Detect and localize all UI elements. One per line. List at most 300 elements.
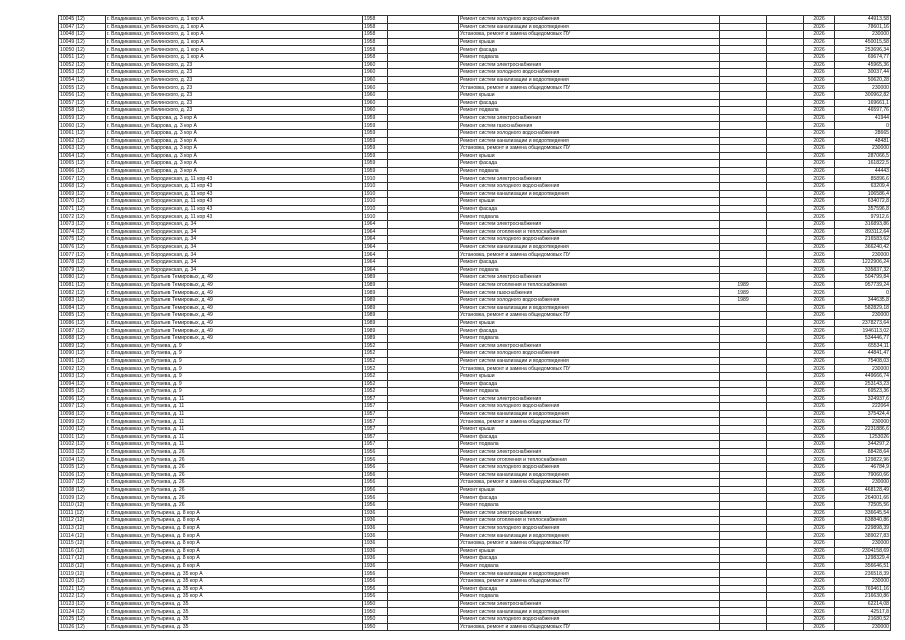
- row-year: 1989: [363, 289, 388, 297]
- row-extra-year: [720, 114, 767, 122]
- row-plan-year: 2026: [804, 524, 835, 532]
- row-cost: 72505,56: [835, 502, 891, 510]
- empty-cell: [767, 99, 804, 107]
- row-plan-year: 2026: [804, 464, 835, 472]
- row-address: г. Владикавказ, ул Бородинская, д. 11 кор 43: [106, 175, 363, 183]
- row-plan-year: 2026: [804, 502, 835, 510]
- table-row: [59, 61, 891, 69]
- row-address: г. Владикавказ, ул Белинского, д. 23: [106, 99, 363, 107]
- row-address: г. Владикавказ, ул Бородинская, д. 34: [106, 251, 363, 259]
- empty-cell: [767, 243, 804, 251]
- row-year: 1989: [363, 274, 388, 282]
- row-year: 1950: [363, 615, 388, 623]
- row-address: г. Владикавказ, ул Бородинская, д. 34: [106, 228, 363, 236]
- row-id: 10094 (12): [59, 380, 106, 388]
- row-address: г. Владикавказ, ул Бутаева, д. 26: [106, 479, 363, 487]
- table-row: [59, 577, 891, 585]
- row-year: 1960: [363, 84, 388, 92]
- row-cost: 344635,8: [835, 296, 891, 304]
- row-address: г. Владикавказ, ул Белинского, д. 23: [106, 69, 363, 77]
- row-id: 10093 (12): [59, 372, 106, 380]
- row-year: 1910: [363, 190, 388, 198]
- empty-cell: [767, 259, 804, 267]
- row-plan-year: 2026: [804, 175, 835, 183]
- row-id: 10121 (12): [59, 585, 106, 593]
- row-work-type: Ремонт крыши: [459, 198, 720, 206]
- row-work-type: Ремонт систем канализации и водоотведения: [459, 23, 720, 31]
- row-plan-year: 2026: [804, 205, 835, 213]
- empty-cell: [767, 228, 804, 236]
- row-extra-year: 1989: [720, 281, 767, 289]
- empty-cell: [767, 16, 804, 24]
- row-year: 1950: [363, 623, 388, 631]
- row-cost: 389027,83: [835, 532, 891, 540]
- empty-cell: [388, 145, 459, 153]
- empty-cell: [388, 91, 459, 99]
- row-extra-year: [720, 46, 767, 54]
- empty-cell: [388, 69, 459, 77]
- row-work-type: Ремонт систем канализации и водоотведения: [459, 190, 720, 198]
- row-id: 10055 (12): [59, 84, 106, 92]
- table-row: [59, 38, 891, 46]
- row-cost: 769461,16: [835, 585, 891, 593]
- empty-cell: [388, 623, 459, 631]
- table-row: [59, 555, 891, 563]
- row-cost: 634072,8: [835, 198, 891, 206]
- row-cost: 316893,86: [835, 221, 891, 229]
- empty-cell: [388, 114, 459, 122]
- empty-cell: [767, 38, 804, 46]
- empty-cell: [388, 190, 459, 198]
- row-address: г. Владикавказ, ул Бутырина, д. 8 кор А: [106, 547, 363, 555]
- row-extra-year: [720, 471, 767, 479]
- empty-cell: [767, 236, 804, 244]
- row-extra-year: [720, 380, 767, 388]
- row-address: г. Владикавказ, ул Братьев Темировых, д. 49: [106, 319, 363, 327]
- row-work-type: Ремонт систем газоснабжения: [459, 122, 720, 130]
- table-row: [59, 600, 891, 608]
- empty-cell: [388, 555, 459, 563]
- row-year: 1964: [363, 236, 388, 244]
- row-work-type: Ремонт систем холодного водоснабжения: [459, 524, 720, 532]
- table-row: [59, 365, 891, 373]
- empty-cell: [388, 46, 459, 54]
- row-work-type: Ремонт фасада: [459, 327, 720, 335]
- row-cost: 253143,23: [835, 380, 891, 388]
- empty-cell: [388, 615, 459, 623]
- row-id: 10071 (12): [59, 205, 106, 213]
- row-plan-year: 2026: [804, 380, 835, 388]
- empty-cell: [767, 327, 804, 335]
- row-extra-year: [720, 334, 767, 342]
- row-work-type: Установка, ремонт и замена общедомовых ПУ: [459, 365, 720, 373]
- row-id: 10072 (12): [59, 213, 106, 221]
- table-row: [59, 167, 891, 175]
- empty-cell: [388, 152, 459, 160]
- row-address: г. Владикавказ, ул Баррова, д. 3 кор А: [106, 145, 363, 153]
- row-cost: 230000: [835, 84, 891, 92]
- row-extra-year: [720, 350, 767, 358]
- empty-cell: [767, 274, 804, 282]
- empty-cell: [388, 259, 459, 267]
- row-cost: 230000: [835, 623, 891, 631]
- row-id: 10070 (12): [59, 198, 106, 206]
- table-row: [59, 509, 891, 517]
- table-row: [59, 236, 891, 244]
- table-row: [59, 46, 891, 54]
- empty-cell: [767, 403, 804, 411]
- table-row: [59, 31, 891, 39]
- table-row: [59, 615, 891, 623]
- row-cost: 230000: [835, 577, 891, 585]
- row-id: 10078 (12): [59, 259, 106, 267]
- row-id: 10106 (12): [59, 471, 106, 479]
- empty-cell: [767, 585, 804, 593]
- table-row: [59, 251, 891, 259]
- row-plan-year: 2026: [804, 562, 835, 570]
- row-year: 1957: [363, 403, 388, 411]
- table-row: [59, 388, 891, 396]
- row-address: г. Владикавказ, ул Бутаева, д. 11: [106, 403, 363, 411]
- row-work-type: Ремонт систем электроснабжения: [459, 274, 720, 282]
- row-plan-year: 2026: [804, 334, 835, 342]
- row-year: 1957: [363, 441, 388, 449]
- row-extra-year: [720, 532, 767, 540]
- row-work-type: Ремонт систем холодного водоснабжения: [459, 296, 720, 304]
- empty-cell: [767, 441, 804, 449]
- row-address: г. Владикавказ, ул Бутырина, д. 8 кор А: [106, 555, 363, 563]
- row-extra-year: [720, 312, 767, 320]
- row-work-type: Ремонт систем отопления и теплоснабжения: [459, 456, 720, 464]
- row-id: 10119 (12): [59, 570, 106, 578]
- table-row: [59, 160, 891, 168]
- empty-cell: [388, 608, 459, 616]
- row-plan-year: 2026: [804, 517, 835, 525]
- row-address: г. Владикавказ, ул Баррова, д. 3 кор А: [106, 114, 363, 122]
- table-row: [59, 69, 891, 77]
- row-year: 1956: [363, 585, 388, 593]
- row-plan-year: 2026: [804, 600, 835, 608]
- row-year: 1960: [363, 99, 388, 107]
- table-row: [59, 524, 891, 532]
- row-cost: 69674,77: [835, 53, 891, 61]
- row-plan-year: 2026: [804, 99, 835, 107]
- empty-cell: [767, 570, 804, 578]
- row-plan-year: 2026: [804, 266, 835, 274]
- empty-cell: [767, 312, 804, 320]
- row-address: г. Владикавказ, ул Братьев Темировых, д. 49: [106, 274, 363, 282]
- row-year: 1910: [363, 175, 388, 183]
- row-year: 1959: [363, 129, 388, 137]
- row-work-type: Установка, ремонт и замена общедомовых ПУ: [459, 251, 720, 259]
- row-year: 1910: [363, 213, 388, 221]
- row-id: 10066 (12): [59, 167, 106, 175]
- table-row: [59, 410, 891, 418]
- row-extra-year: [720, 539, 767, 547]
- row-work-type: Установка, ремонт и замена общедомовых ПУ: [459, 577, 720, 585]
- row-plan-year: 2026: [804, 342, 835, 350]
- row-year: 1956: [363, 593, 388, 601]
- row-address: г. Владикавказ, ул Бутаева, д. 9: [106, 350, 363, 358]
- empty-cell: [388, 129, 459, 137]
- row-address: г. Владикавказ, ул Бутаева, д. 11: [106, 433, 363, 441]
- row-extra-year: [720, 509, 767, 517]
- row-work-type: Ремонт систем электроснабжения: [459, 395, 720, 403]
- row-id: 10056 (12): [59, 91, 106, 99]
- row-plan-year: 2026: [804, 69, 835, 77]
- row-address: г. Владикавказ, ул Бутаева, д. 9: [106, 380, 363, 388]
- empty-cell: [767, 76, 804, 84]
- row-address: г. Владикавказ, ул Бутаева, д. 9: [106, 365, 363, 373]
- table-row: [59, 380, 891, 388]
- row-id: 10120 (12): [59, 577, 106, 585]
- row-address: г. Владикавказ, ул Белинского, д. 23: [106, 107, 363, 115]
- row-plan-year: 2026: [804, 479, 835, 487]
- empty-cell: [388, 31, 459, 39]
- row-plan-year: 2026: [804, 91, 835, 99]
- row-plan-year: 2026: [804, 327, 835, 335]
- table-row: [59, 479, 891, 487]
- row-id: 10082 (12): [59, 289, 106, 297]
- row-address: г. Владикавказ, ул Братьев Темировых, д. 49: [106, 312, 363, 320]
- row-cost: 44841,47: [835, 350, 891, 358]
- empty-cell: [388, 577, 459, 585]
- row-id: 10114 (12): [59, 532, 106, 540]
- row-extra-year: [720, 327, 767, 335]
- row-plan-year: 2026: [804, 107, 835, 115]
- row-extra-year: [720, 479, 767, 487]
- table-row: [59, 76, 891, 84]
- row-work-type: Ремонт подвала: [459, 107, 720, 115]
- row-cost: 1946113,02: [835, 327, 891, 335]
- table-row: [59, 350, 891, 358]
- empty-cell: [767, 593, 804, 601]
- row-year: 1950: [363, 608, 388, 616]
- row-address: г. Владикавказ, ул Бутырина, д. 8 кор А: [106, 562, 363, 570]
- empty-cell: [767, 600, 804, 608]
- row-address: г. Владикавказ, ул Братьев Темировых, д. 49: [106, 304, 363, 312]
- empty-cell: [388, 547, 459, 555]
- row-id: 10064 (12): [59, 152, 106, 160]
- table-row: [59, 289, 891, 297]
- row-plan-year: 2026: [804, 228, 835, 236]
- row-id: 10090 (12): [59, 350, 106, 358]
- row-cost: 216630,86: [835, 593, 891, 601]
- row-address: г. Владикавказ, ул Бутырина, д. 35: [106, 600, 363, 608]
- row-year: 1964: [363, 221, 388, 229]
- row-id: 10067 (12): [59, 175, 106, 183]
- row-year: 1964: [363, 259, 388, 267]
- row-plan-year: 2026: [804, 471, 835, 479]
- row-id: 10104 (12): [59, 456, 106, 464]
- row-work-type: Ремонт крыши: [459, 372, 720, 380]
- table-row: [59, 608, 891, 616]
- row-work-type: Ремонт подвала: [459, 502, 720, 510]
- table-body: [59, 16, 891, 631]
- row-cost: 357596,8: [835, 205, 891, 213]
- row-work-type: Ремонт фасада: [459, 433, 720, 441]
- row-cost: 344297,2: [835, 441, 891, 449]
- row-cost: 222064: [835, 403, 891, 411]
- row-address: г. Владикавказ, ул Баррова, д. 3 кор А: [106, 122, 363, 130]
- row-id: 10053 (12): [59, 69, 106, 77]
- empty-cell: [767, 91, 804, 99]
- row-work-type: Ремонт крыши: [459, 426, 720, 434]
- row-cost: 230000: [835, 418, 891, 426]
- row-id: 10103 (12): [59, 448, 106, 456]
- row-work-type: Ремонт подвала: [459, 53, 720, 61]
- empty-cell: [767, 190, 804, 198]
- empty-cell: [388, 539, 459, 547]
- row-plan-year: 2026: [804, 608, 835, 616]
- empty-cell: [388, 319, 459, 327]
- row-cost: 85896,6: [835, 175, 891, 183]
- row-id: 10063 (12): [59, 145, 106, 153]
- row-year: 1910: [363, 205, 388, 213]
- row-year: 1957: [363, 418, 388, 426]
- table-row: [59, 205, 891, 213]
- empty-cell: [388, 38, 459, 46]
- row-work-type: Ремонт систем электроснабжения: [459, 221, 720, 229]
- row-id: 10088 (12): [59, 334, 106, 342]
- row-year: 1960: [363, 107, 388, 115]
- row-cost: 449666,74: [835, 372, 891, 380]
- row-id: 10065 (12): [59, 160, 106, 168]
- row-extra-year: [720, 31, 767, 39]
- row-id: 10125 (12): [59, 615, 106, 623]
- row-id: 10054 (12): [59, 76, 106, 84]
- table-row: [59, 114, 891, 122]
- table-row: [59, 539, 891, 547]
- row-plan-year: 2026: [804, 388, 835, 396]
- row-id: 10117 (12): [59, 555, 106, 563]
- empty-cell: [767, 221, 804, 229]
- empty-cell: [767, 418, 804, 426]
- row-id: 10059 (12): [59, 114, 106, 122]
- row-cost: 62214,08: [835, 600, 891, 608]
- row-address: г. Владикавказ, ул Бутаева, д. 11: [106, 395, 363, 403]
- row-address: г. Владикавказ, ул Бутаева, д. 9: [106, 342, 363, 350]
- row-id: 10100 (12): [59, 426, 106, 434]
- empty-cell: [767, 31, 804, 39]
- row-id: 10058 (12): [59, 107, 106, 115]
- row-work-type: Ремонт подвала: [459, 388, 720, 396]
- table-row: [59, 145, 891, 153]
- row-address: г. Владикавказ, ул Бородинская, д. 11 кор 43: [106, 205, 363, 213]
- row-cost: 41944: [835, 114, 891, 122]
- row-cost: 129822,96: [835, 456, 891, 464]
- row-year: 1956: [363, 448, 388, 456]
- row-id: 10061 (12): [59, 129, 106, 137]
- row-address: г. Владикавказ, ул Белинского, д. 1 кор А: [106, 53, 363, 61]
- row-id: 10080 (12): [59, 274, 106, 282]
- empty-cell: [388, 137, 459, 145]
- row-plan-year: 2026: [804, 167, 835, 175]
- row-year: 1956: [363, 577, 388, 585]
- row-id: 10048 (12): [59, 31, 106, 39]
- row-address: г. Владикавказ, ул Бутырина, д. 8 кор А: [106, 524, 363, 532]
- row-work-type: Ремонт систем канализации и водоотведения: [459, 76, 720, 84]
- row-address: г. Владикавказ, ул Бородинская, д. 11 кор 43: [106, 190, 363, 198]
- row-work-type: Ремонт систем электроснабжения: [459, 600, 720, 608]
- row-plan-year: 2026: [804, 304, 835, 312]
- empty-cell: [388, 334, 459, 342]
- empty-cell: [767, 547, 804, 555]
- row-id: 10111 (12): [59, 509, 106, 517]
- row-plan-year: 2026: [804, 289, 835, 297]
- table-row: [59, 464, 891, 472]
- row-address: г. Владикавказ, ул Бородинская, д. 11 кор 43: [106, 213, 363, 221]
- empty-cell: [388, 183, 459, 191]
- row-id: 10049 (12): [59, 38, 106, 46]
- row-extra-year: [720, 372, 767, 380]
- row-work-type: Ремонт систем канализации и водоотведения: [459, 357, 720, 365]
- row-id: 10068 (12): [59, 183, 106, 191]
- empty-cell: [388, 357, 459, 365]
- empty-cell: [767, 334, 804, 342]
- row-id: 10123 (12): [59, 600, 106, 608]
- row-id: 10091 (12): [59, 357, 106, 365]
- row-work-type: Ремонт систем электроснабжения: [459, 114, 720, 122]
- row-cost: 42517,8: [835, 608, 891, 616]
- row-plan-year: 2026: [804, 53, 835, 61]
- row-plan-year: 2026: [804, 433, 835, 441]
- row-plan-year: 2026: [804, 46, 835, 54]
- row-id: 10086 (12): [59, 319, 106, 327]
- empty-cell: [767, 23, 804, 31]
- table-row: [59, 23, 891, 31]
- table-row: [59, 426, 891, 434]
- row-year: 1952: [363, 350, 388, 358]
- table-row: [59, 221, 891, 229]
- row-work-type: Ремонт систем холодного водоснабжения: [459, 183, 720, 191]
- row-plan-year: 2026: [804, 198, 835, 206]
- row-extra-year: [720, 160, 767, 168]
- table-row: [59, 274, 891, 282]
- table-row: [59, 357, 891, 365]
- row-year: 1936: [363, 555, 388, 563]
- row-extra-year: [720, 486, 767, 494]
- empty-cell: [388, 471, 459, 479]
- empty-cell: [767, 198, 804, 206]
- row-id: 10098 (12): [59, 410, 106, 418]
- row-work-type: Ремонт фасада: [459, 494, 720, 502]
- row-cost: 1222906,24: [835, 259, 891, 267]
- row-plan-year: 2026: [804, 410, 835, 418]
- row-work-type: Ремонт подвала: [459, 562, 720, 570]
- empty-cell: [767, 615, 804, 623]
- row-cost: 44443: [835, 167, 891, 175]
- row-year: 1959: [363, 122, 388, 130]
- table-row: [59, 403, 891, 411]
- row-extra-year: [720, 61, 767, 69]
- row-cost: 75408,03: [835, 357, 891, 365]
- row-cost: 366240,42: [835, 243, 891, 251]
- row-year: 1958: [363, 53, 388, 61]
- row-id: 10101 (12): [59, 433, 106, 441]
- empty-cell: [388, 213, 459, 221]
- row-year: 1952: [363, 342, 388, 350]
- table-row: [59, 84, 891, 92]
- empty-cell: [767, 266, 804, 274]
- empty-cell: [767, 388, 804, 396]
- row-year: 1959: [363, 167, 388, 175]
- empty-cell: [388, 350, 459, 358]
- row-extra-year: [720, 562, 767, 570]
- empty-cell: [767, 517, 804, 525]
- table-row: [59, 547, 891, 555]
- row-extra-year: [720, 145, 767, 153]
